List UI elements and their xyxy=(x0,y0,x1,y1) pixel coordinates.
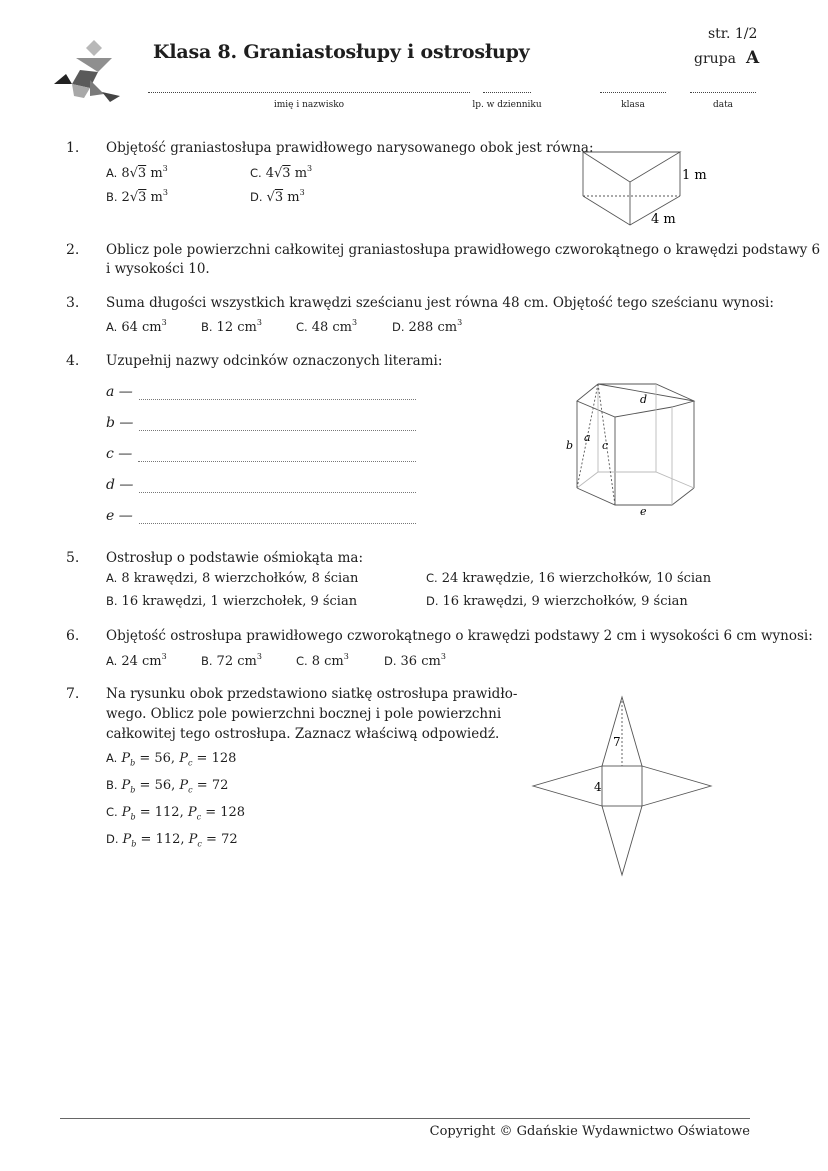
question-6-text: Objętość ostrosłupa prawidłowego czworokątnego o krawędzi podstawy 2 cm i wysokości 6 cm wynosi: xyxy=(106,628,813,644)
question-4-text: Uzupełnij nazwy odcinków oznaczonych literami: xyxy=(106,353,443,369)
group-value: A xyxy=(745,48,760,68)
blank-c[interactable]: c — xyxy=(106,446,416,462)
copyright-notice: Copyright © Gdańskie Wydawnictwo Oświatowe xyxy=(429,1124,750,1139)
worksheet-title: Klasa 8. Graniastosłupy i ostrosłupy xyxy=(153,41,530,63)
blank-d[interactable]: d — xyxy=(106,477,416,493)
q5-option-d[interactable]: D. 16 krawędzi, 9 wierzchołków, 9 ścian xyxy=(426,594,688,609)
question-1-text: Objętość graniastosłupa prawidłowego narysowanego obok jest równa: xyxy=(106,140,594,156)
question-7-text-line1: Na rysunku obok przedstawiono siatkę ostrosłupa prawidło- xyxy=(106,686,518,702)
question-7-text-line2: wego. Oblicz pole powierzchni bocznej i pole powierzchni xyxy=(106,706,502,722)
slant-height-label: 7 xyxy=(613,735,621,749)
q7-option-b[interactable]: B. $P_b = 56$, $P_c = 72$ xyxy=(106,778,229,795)
q6-option-a[interactable]: A. 24 $cm^3$ xyxy=(106,652,167,669)
q7-option-c[interactable]: C. $P_b = 112$, $P_c = 128$ xyxy=(106,805,246,822)
question-2-text-line2: i wysokości 10. xyxy=(106,261,210,277)
question-2-text-line1: Oblicz pole powierzchni całkowitej graniastosłupa prawidłowego czworokątnego o krawędzi podstawy 6 xyxy=(106,242,821,258)
question-2-number: 2. xyxy=(66,242,80,258)
question-7-text-line3: całkowitej tego ostrosłupa. Zaznacz właściwą odpowiedź. xyxy=(106,726,500,742)
q7-option-d[interactable]: D. $P_b = 112$, $P_c = 72$ xyxy=(106,832,238,849)
q6-option-c[interactable]: C. 8 $cm^3$ xyxy=(296,652,349,669)
footer-divider xyxy=(60,1118,750,1119)
question-5-text: Ostrosłup o podstawie ośmiokąta ma: xyxy=(106,550,364,566)
group-indicator xyxy=(694,48,759,68)
class-field[interactable] xyxy=(600,92,666,93)
q5-option-c[interactable]: C. 24 krawędzie, 16 wierzchołków, 10 ścian xyxy=(426,571,712,586)
group-label: grupa xyxy=(694,51,736,67)
label-d: d xyxy=(640,393,648,406)
q3-option-a[interactable]: A. 64 $cm^3$ xyxy=(106,318,167,335)
q5-option-b[interactable]: B. 16 krawędzi, 1 wierzchołek, 9 ścian xyxy=(106,594,358,609)
q3-option-d[interactable]: D. 288 $cm^3$ xyxy=(392,318,463,335)
prism-height-label: 1 m xyxy=(682,168,707,183)
blank-a[interactable]: a — xyxy=(106,384,416,400)
class-number-label: lp. w dzienniku xyxy=(472,100,542,110)
q6-option-b[interactable]: B. 72 $cm^3$ xyxy=(201,652,262,669)
q6-option-d[interactable]: D. 36 $cm^3$ xyxy=(384,652,446,669)
label-a: a xyxy=(584,431,591,444)
blank-e[interactable]: e — xyxy=(106,508,416,524)
triangular-prism-figure xyxy=(575,145,715,230)
class-number-field[interactable] xyxy=(483,92,531,93)
label-e: e xyxy=(640,505,647,518)
name-field[interactable] xyxy=(148,92,470,93)
pyramid-net-figure xyxy=(520,690,720,880)
q1-option-b[interactable]: B. 2√3 $m^3$ xyxy=(106,188,168,205)
page-number: str. 1/2 xyxy=(708,26,758,42)
label-c: c xyxy=(602,439,609,452)
q1-option-c[interactable]: C. 4√3 $m^3$ xyxy=(250,164,313,181)
pentagonal-prism-figure xyxy=(560,375,710,520)
base-edge-label: 4 xyxy=(594,780,602,794)
question-4-number: 4. xyxy=(66,353,80,369)
blank-b[interactable]: b — xyxy=(106,415,416,431)
question-3-text: Suma długości wszystkich krawędzi sześcianu jest równa 48 cm. Objętość tego sześcianu wynosi: xyxy=(106,295,774,311)
q3-option-c[interactable]: C. 48 $cm^3$ xyxy=(296,318,358,335)
date-field-label: data xyxy=(712,100,734,110)
q1-option-d[interactable]: D. √3 $m^3$ xyxy=(250,188,305,205)
class-field-label: klasa xyxy=(621,100,645,110)
question-6-number: 6. xyxy=(66,628,80,644)
publisher-logo xyxy=(50,40,125,102)
prism-edge-label: 4 m xyxy=(651,212,676,227)
question-5-number: 5. xyxy=(66,550,80,566)
q3-option-b[interactable]: B. 12 $cm^3$ xyxy=(201,318,262,335)
q1-option-a[interactable]: A. 8√3 $m^3$ xyxy=(106,164,168,181)
name-field-label: imię i nazwisko xyxy=(273,100,345,110)
q5-option-a[interactable]: A. 8 krawędzi, 8 wierzchołków, 8 ścian xyxy=(106,571,359,586)
question-3-number: 3. xyxy=(66,295,80,311)
question-1-number: 1. xyxy=(66,140,80,156)
question-7-number: 7. xyxy=(66,686,80,702)
date-field[interactable] xyxy=(690,92,756,93)
label-b: b xyxy=(566,439,574,452)
q7-option-a[interactable]: A. $P_b = 56$, $P_c = 128$ xyxy=(106,751,237,768)
